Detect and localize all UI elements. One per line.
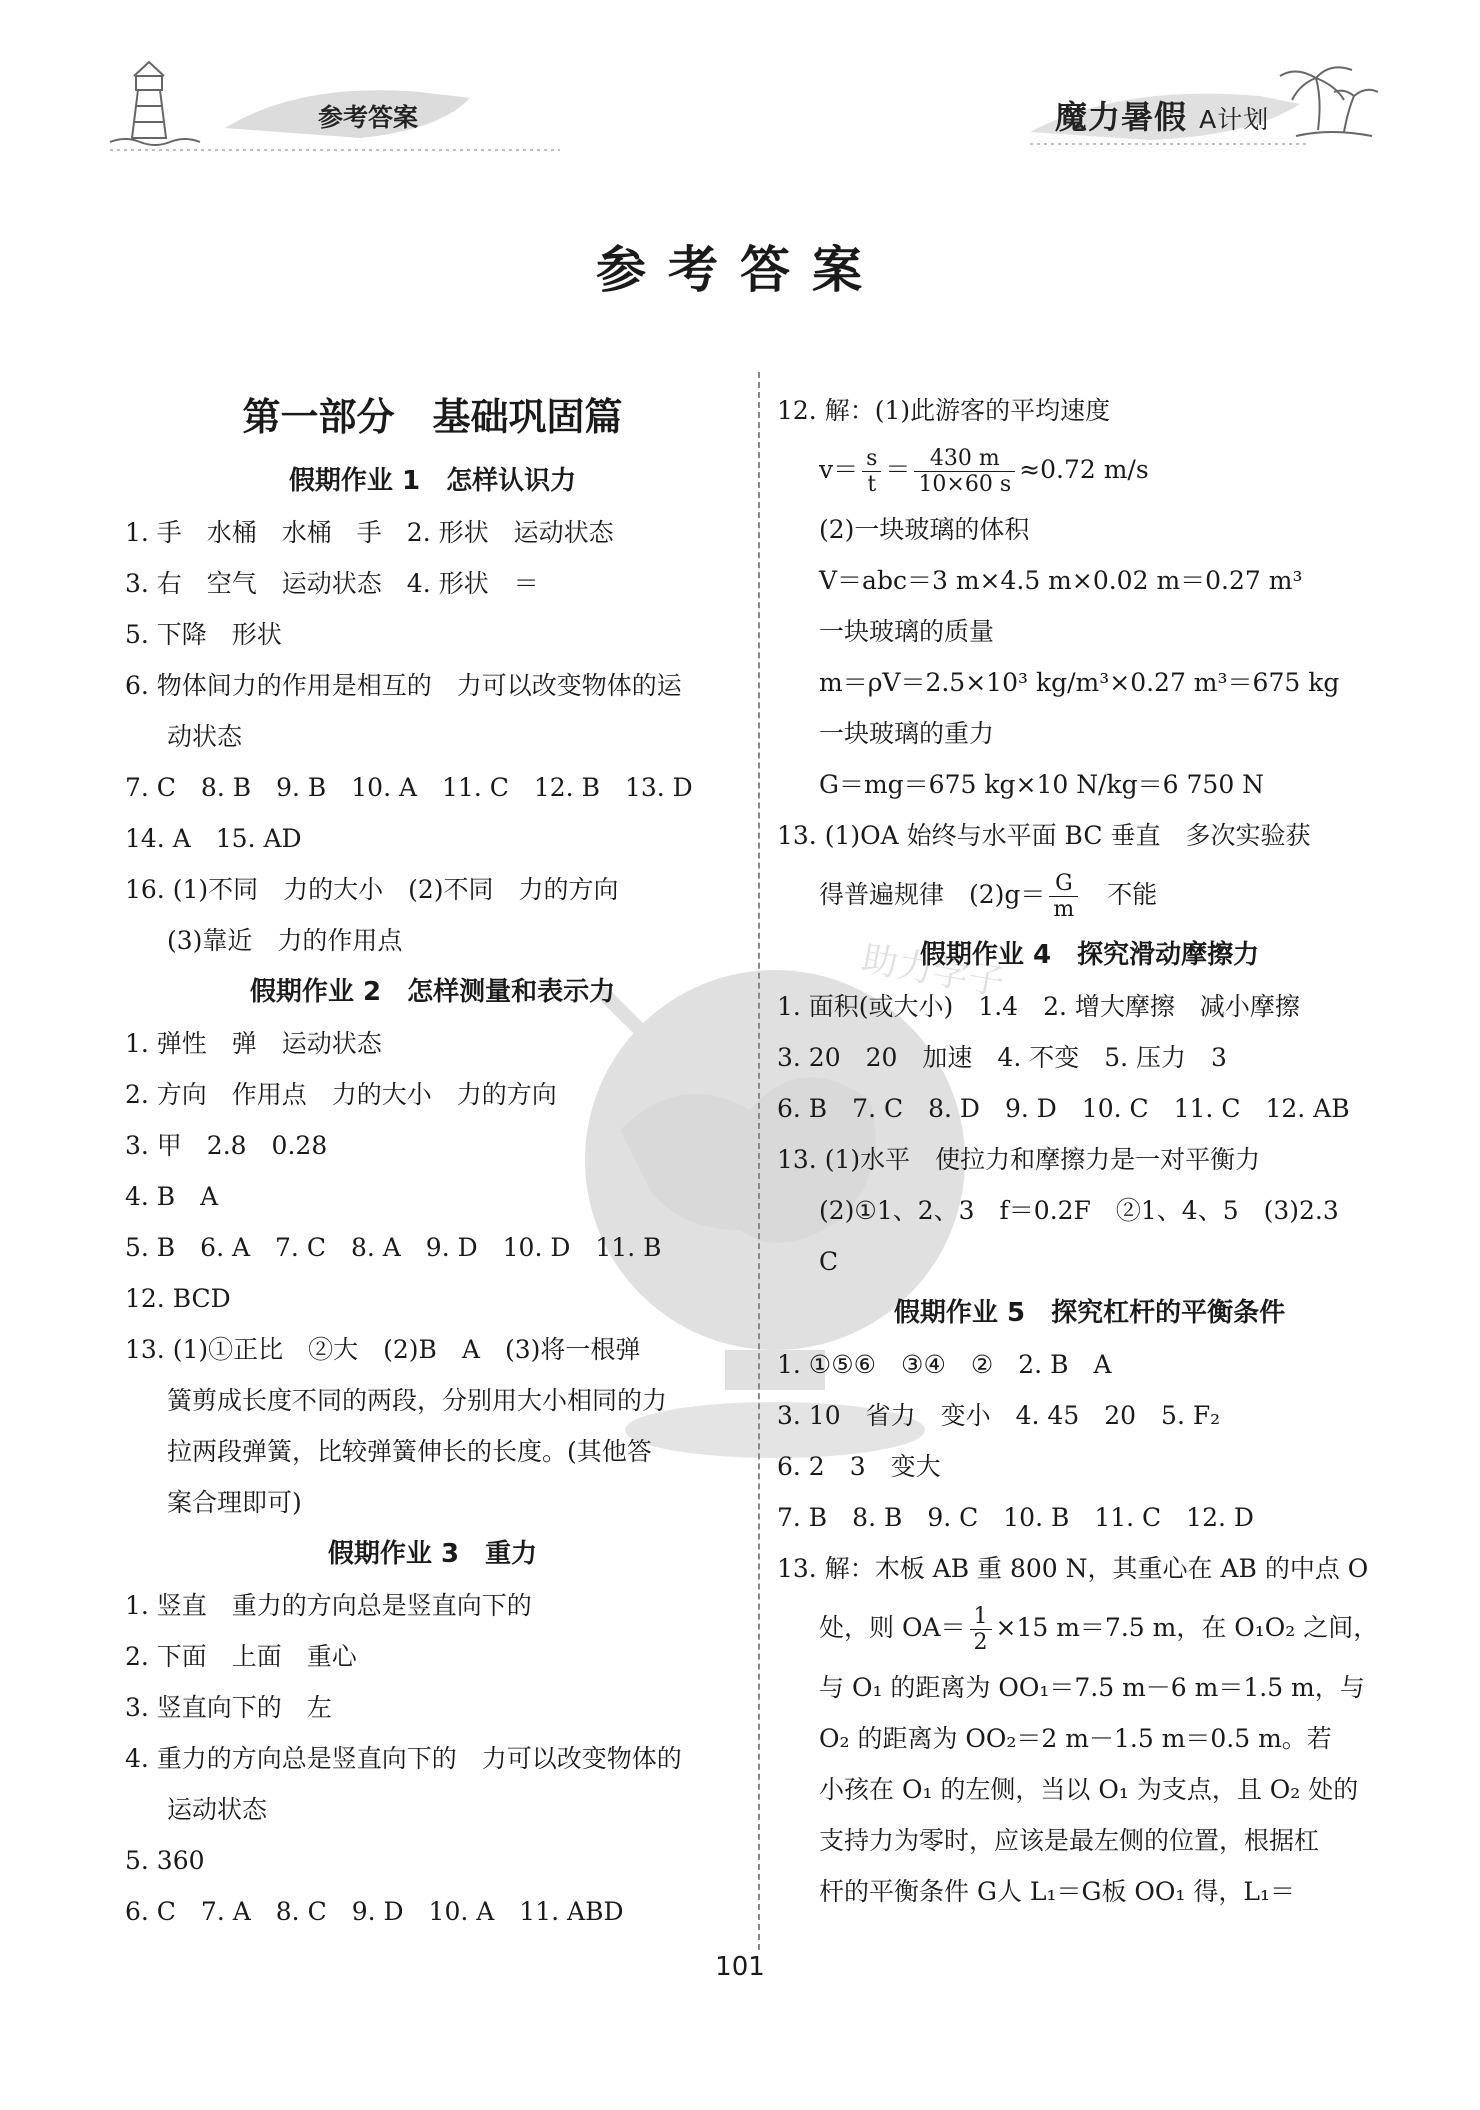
header-brand (1055, 92, 1269, 138)
section-title-3: 假期作业 3 重力 (327, 1539, 538, 1569)
answer-line: 1. 面积(或大小) 1.4 2. 增大摩擦 减小摩擦 (777, 992, 1300, 1021)
header-section-label: 参考答案 (318, 103, 419, 132)
answer-line: (2)①1、2、3 f＝0.2F ②1、4、5 (3)2.3 (819, 1196, 1339, 1225)
answer-line: 6. 2 3 变大 (777, 1452, 941, 1481)
answer-line: C (819, 1247, 839, 1276)
answer-line: (3)靠近 力的作用点 (167, 926, 403, 955)
section-title-5: 假期作业 5 探究杠杆的平衡条件 (893, 1298, 1286, 1328)
fraction-numerator: G (1049, 871, 1078, 897)
gravity-formula (777, 861, 1402, 929)
answer-line: 3. 右 空气 运动状态 4. 形状 ＝ (125, 569, 539, 598)
column-divider (758, 372, 760, 1950)
answer-line: 2. 方向 作用点 力的大小 力的方向 (125, 1080, 557, 1109)
fraction-denominator: t (867, 472, 877, 497)
section-title-1: 假期作业 1 怎样认识力 (288, 466, 577, 496)
answer-line: 6. 物体间力的作用是相互的 力可以改变物体的运 (125, 671, 682, 700)
header-decoration (0, 0, 1480, 170)
fraction-numerator: 1 (970, 1604, 992, 1630)
page-number: 101 (715, 1952, 765, 1982)
answer-line: 案合理即可) (167, 1488, 302, 1517)
answer-line: 3. 20 20 加速 4. 不变 5. 压力 3 (777, 1043, 1227, 1072)
answer-line: 4. B A (125, 1182, 219, 1211)
fraction-denominator: 2 (973, 1630, 988, 1655)
answer-line: 7. C 8. B 9. B 10. A 11. C 12. B 13. D (125, 773, 693, 802)
answer-line: 12. 解：(1)此游客的平均速度 (777, 396, 1111, 425)
answer-line: 5. 360 (125, 1846, 205, 1875)
answer-line: 3. 甲 2.8 0.28 (125, 1131, 328, 1160)
fraction-denominator: m (1053, 897, 1075, 922)
lighthouse-icon (110, 62, 200, 145)
answer-line: 3. 竖直向下的 左 (125, 1693, 332, 1722)
answer-line: 3. 10 省力 变小 4. 45 20 5. F₂ (777, 1401, 1221, 1430)
answer-line: 13. (1)OA 始终与水平面 BC 垂直 多次实验获 (777, 821, 1311, 850)
section-title-4: 假期作业 4 探究滑动摩擦力 (919, 940, 1260, 970)
fraction-s-over-t (862, 446, 881, 498)
answer-line: 运动状态 (167, 1795, 268, 1824)
answer-line: 6. B 7. C 8. D 9. D 10. C 11. C 12. AB (777, 1094, 1350, 1123)
formula-text: ≈0.72 m/s (1019, 455, 1149, 484)
fraction-one-half (970, 1604, 992, 1656)
answer-line: 1. 手 水桶 水桶 手 2. 形状 运动状态 (125, 518, 614, 547)
answer-line: 14. A 15. AD (125, 824, 302, 853)
answer-line: 动状态 (167, 722, 243, 751)
page-header (0, 0, 1480, 170)
right-column (777, 385, 1402, 1917)
fraction-numerator: 430 m (914, 446, 1015, 472)
answer-line: V＝abc＝3 m×4.5 m×0.02 m＝0.27 m³ (819, 566, 1303, 595)
answer-line: 1. 竖直 重力的方向总是竖直向下的 (125, 1591, 532, 1620)
answer-line: 一块玻璃的重力 (819, 719, 995, 748)
fraction-numerator: s (862, 446, 881, 472)
answer-line: 5. 下降 形状 (125, 620, 282, 649)
answer-line: 拉两段弹簧，比较弹簧伸长的长度。(其他答 (167, 1437, 652, 1466)
answer-line: m＝ρV＝2.5×10³ kg/m³×0.27 m³＝675 kg (819, 668, 1340, 697)
answer-line: 一块玻璃的质量 (819, 617, 995, 646)
answer-line: 16. (1)不同 力的大小 (2)不同 力的方向 (125, 875, 619, 904)
answer-line: 13. (1)①正比 ②大 (2)B A (3)将一根弹 (125, 1335, 641, 1364)
brand-sub: A计划 (1199, 105, 1270, 134)
formula-text: v＝ (819, 455, 859, 484)
answer-line: 7. B 8. B 9. C 10. B 11. C 12. D (777, 1503, 1254, 1532)
formula-text: 处，则 OA＝ (819, 1613, 966, 1642)
watermark-text: 助力学子 (858, 938, 1008, 1004)
fraction-denominator: 10×60 s (918, 472, 1012, 497)
answer-line: 与 O₁ 的距离为 OO₁＝7.5 m－6 m＝1.5 m，与 (819, 1673, 1365, 1702)
answer-line: 2. 下面 上面 重心 (125, 1642, 357, 1671)
fraction-distance-over-time (914, 446, 1015, 498)
answer-line: 13. 解：木板 AB 重 800 N，其重心在 AB 的中点 O (777, 1554, 1369, 1583)
formula-text: ＝ (885, 455, 911, 484)
speed-formula (777, 436, 1402, 504)
answer-line: 6. C 7. A 8. C 9. D 10. A 11. ABD (125, 1897, 624, 1926)
answer-line: 4. 重力的方向总是竖直向下的 力可以改变物体的 (125, 1744, 682, 1773)
left-column (125, 385, 740, 1937)
part-title: 第一部分 基础巩固篇 (242, 394, 623, 439)
formula-text: ×15 m＝7.5 m，在 O₁O₂ 之间， (995, 1613, 1379, 1642)
answer-line: (2)一块玻璃的体积 (819, 515, 1030, 544)
answer-line: 1. 弹性 弹 运动状态 (125, 1029, 382, 1058)
palm-tree-icon (1280, 67, 1378, 136)
answer-line: G＝mg＝675 kg×10 N/kg＝6 750 N (819, 770, 1265, 799)
page-title: 参考答案 (596, 240, 884, 299)
section-title-2: 假期作业 2 怎样测量和表示力 (249, 977, 616, 1007)
answer-line: 簧剪成长度不同的两段，分别用大小相同的力 (167, 1386, 668, 1415)
answer-line: 小孩在 O₁ 的左侧，当以 O₁ 为支点，且 O₂ 处的 (819, 1775, 1359, 1804)
answer-line: 杆的平衡条件 G人 L₁＝G板 OO₁ 得，L₁＝ (819, 1877, 1295, 1906)
answer-line: 支持力为零时，应该是最左侧的位置，根据杠 (819, 1826, 1320, 1855)
answer-line: O₂ 的距离为 OO₂＝2 m－1.5 m＝0.5 m。若 (819, 1724, 1332, 1753)
answer-line: 1. ①⑤⑥ ③④ ② 2. B A (777, 1350, 1112, 1379)
formula-text: 得普遍规律 (2)g＝ (819, 880, 1046, 909)
answer-line: 13. (1)水平 使拉力和摩擦力是一对平衡力 (777, 1145, 1261, 1174)
answer-line: 12. BCD (125, 1284, 231, 1313)
brand-name: 魔力暑假 (1055, 98, 1188, 136)
formula-text: 不能 (1082, 880, 1158, 909)
answer-line: 5. B 6. A 7. C 8. A 9. D 10. D 11. B (125, 1233, 662, 1262)
fraction-g-over-m (1049, 871, 1078, 923)
lever-formula (777, 1594, 1402, 1662)
